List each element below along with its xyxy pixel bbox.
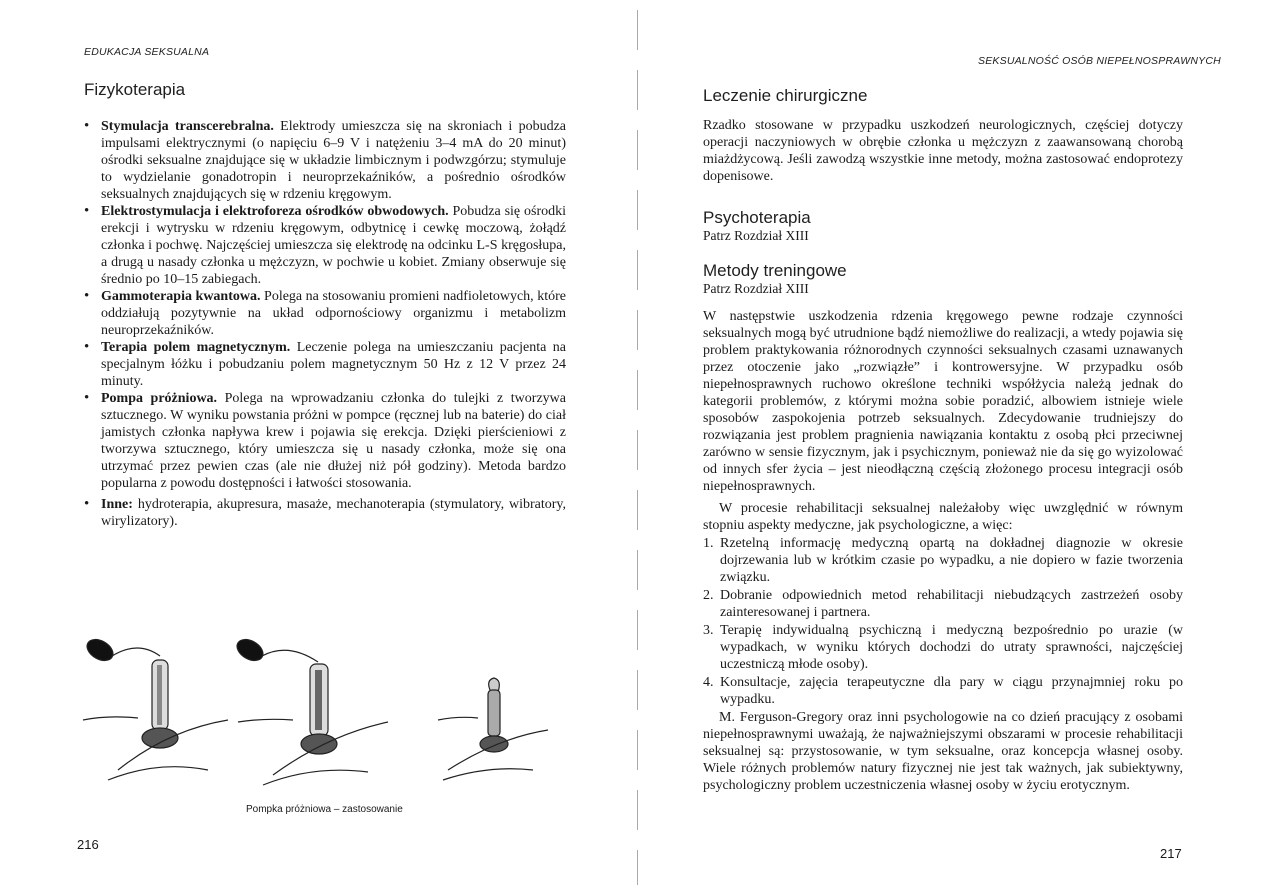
list-text: Dobranie odpowiednich metod rehabilitacji niebudzących zastrzeżeń osoby zainteresowanej i partnera.: [720, 588, 1183, 620]
list-text: Rzetelną informację medyczną opartą na dokładnej diagnozie w okresie dojrzewania lub w krótkim czasie po wypadku, a nie dopiero w fazie tworzenia związku.: [720, 536, 1183, 585]
reference-metody: Patrz Rozdział XIII: [703, 281, 809, 296]
figure-caption: Pompka próżniowa – zastosowanie: [246, 804, 403, 815]
running-head-right: SEKSUALNOŚĆ OSÓB NIEPEŁNOSPRAWNYCH: [978, 55, 1221, 67]
bullet-icon: •: [84, 390, 90, 406]
pump-figure-1: [83, 635, 228, 780]
section-heading-fizykoterapia: Fizykoterapia: [84, 80, 186, 99]
bullet-item: [84, 390, 566, 492]
paragraph-leczenie: Rzadko stosowane w przypadku uszkodzeń neurologicznych, częściej dotyczy operacji naczyniowych w obrębie członka u mężczyzn z zaawansowaną chorobą miażdżycową. Jeśli zawodzą wszystkie inne metody, można zastosować endoprotezy dopenisowe.: [703, 118, 1183, 184]
paragraph-main: W następstwie uszkodzenia rdzenia kręgowego pewne rodzaje czynności seksualnych mogą być utrudnione bądź niemożliwe do realizacji, a wtedy pojawia się problem praktykowania różnorodnych czynności seksualnych czasami uznawanych przez otoczenie jako „rozwiązłe” i kontrowersyjne. W przypadku osób niepełnosprawnych ruchowo określone techniki współżycia należą jednak do kategorii problemów, z którymi można sobie poradzić, albowiem istnieje wiele sposobów zaspokojenia potrzeb seksualnych. Zdecydowanie trudniejszy do rozwiązania jest problem pragnienia nawiązania kontaktu z osobą płci przeciwnej zarówno w sensie fizycznym, jak i psychicznym, ponieważ nie da się go wyizolować od innych sfer życia – jest nieodłączną częścią złożonego procesu integracji osób niepełnosprawnych.: [703, 309, 1183, 494]
paragraph-ferguson: M. Ferguson-Gregory oraz inni psychologowie na co dzień pracujący z osobami niepełnosprawnymi uważają, że najważniejszymi obszarami w procesie rehabilitacji seksualnej są: przystosowanie, w tym seksualne, oraz koncepcja własnej osoby. Wiele różnych problemów natury fizycznej nie jest tak ważnych, jak subiektywny, psychologiczny problem uczestniczenia własnej osoby w życiu erotycznym.: [703, 710, 1183, 793]
list-number: 2.: [703, 588, 714, 603]
list-number: 1.: [703, 536, 714, 551]
bullet-item: [84, 288, 566, 339]
list-item: [703, 622, 1183, 673]
reference-psychoterapia: Patrz Rozdział XIII: [703, 228, 809, 243]
bullet-icon: •: [84, 288, 90, 304]
bullet-text: Elektrody umieszcza się na skroniach i pobudza impulsami elektrycznymi (o napięciu 6–9 V i natężeniu 3–4 mA do 20 minut) ośrodki seksualne znajdujące się w układzie limbicznym i podwzgórzu; stymuluje to wydzielanie gonadotropin i neuroprzekaźników, a pośrednio ośrodków seksualnych znajdujących się w rdzeniu kręgowym.: [101, 119, 566, 202]
list-text: Terapię indywidualną psychiczną i medyczną bezpośrednio po urazie (w wypadkach, w wyniku których dochodzi do utraty sprawności, najczęściej uczestniczą młode osoby).: [720, 623, 1183, 672]
list-item: [703, 674, 1183, 708]
bullet-text: Leczenie polega na umieszczaniu pacjenta na specjalnym łóżku i pobudzaniu polem magnetycznym 50 Hz z 12 V przez 24 minuty.: [101, 340, 566, 389]
bullet-icon: •: [84, 339, 90, 355]
bullet-item: [84, 118, 566, 203]
bullet-text: Polega na stosowaniu promieni nadfioletowych, które oddziałują pozytywnie na układ odpornościowy organizmu i metabolizm neuroprzekaźników.: [101, 289, 566, 338]
paragraph-rehab: W procesie rehabilitacji seksualnej należałoby więc uwzględnić w równym stopniu aspekty medyczne, jak psychologiczne, a więc:: [703, 501, 1183, 533]
page-number-left: 216: [77, 837, 99, 852]
bullet-icon: •: [84, 118, 90, 134]
bullet-item: [84, 339, 566, 390]
bullet-title: Elektrostymulacja i elektroforeza ośrodków obwodowych.: [101, 204, 449, 219]
page-gutter: [637, 10, 638, 885]
list-text: Konsultacje, zajęcia terapeutyczne dla pary w ciągu przynajmniej roku po wypadku.: [720, 675, 1183, 707]
pump-figure-2: [233, 635, 388, 785]
bullet-text: hydroterapia, akupresura, masaże, mechanoterapia (stymulatory, wibratory, wirylizatory).: [101, 497, 566, 529]
bullet-title: Gammoterapia kwantowa.: [101, 289, 261, 304]
bullet-icon: •: [84, 496, 90, 512]
bullet-item: [84, 496, 566, 530]
list-item: [703, 535, 1183, 586]
section-heading-leczenie: Leczenie chirurgiczne: [703, 86, 868, 105]
bullet-title: Stymulacja transcerebralna.: [101, 119, 274, 134]
bullet-item: [84, 203, 566, 288]
bullet-icon: •: [84, 203, 90, 219]
pump-figure-3: [438, 678, 548, 780]
bullet-text: Polega na wprowadzaniu członka do tulejki z tworzywa sztucznego. W wyniku powstania próżni w pompce (ręcznej lub na baterie) do ciał jamistych członka napływa krew i pojawia się erekcja. Dzięki pierścieniowi z tworzywa sztucznego, który umieszcza się u nasady członka, może się ona utrzymać przez pewien czas (ale nie dłużej niż pół godziny). Metoda bardzo popularna z powodu dostępności i łatwości stosowania.: [101, 391, 566, 491]
running-head-left: EDUKACJA SEKSUALNA: [84, 46, 210, 58]
page-number-right: 217: [1160, 846, 1182, 861]
list-item: [703, 587, 1183, 621]
bullet-title: Pompa próżniowa.: [101, 391, 218, 406]
vacuum-pump-illustration: [78, 620, 558, 800]
bullet-text: Pobudza się ośrodki erekcji i wytrysku w rdzeniu kręgowym, odbytnicę i cewkę moczową, żołądź członka i pochwę. Najczęściej umieszcza się elektrodę na odcinku L-S kręgosłupa, a drugą u nasady członka u mężczyzn, w pochwie u kobiet. Zmiany obserwuje się średnio po 10–15 zabiegach.: [101, 204, 566, 287]
list-number: 4.: [703, 675, 714, 690]
bullet-title: Terapia polem magnetycznym.: [101, 340, 291, 355]
bullet-title: Inne:: [101, 497, 133, 512]
list-number: 3.: [703, 623, 714, 638]
section-heading-metody: Metody treningowe: [703, 261, 847, 280]
section-heading-psychoterapia: Psychoterapia: [703, 208, 811, 227]
